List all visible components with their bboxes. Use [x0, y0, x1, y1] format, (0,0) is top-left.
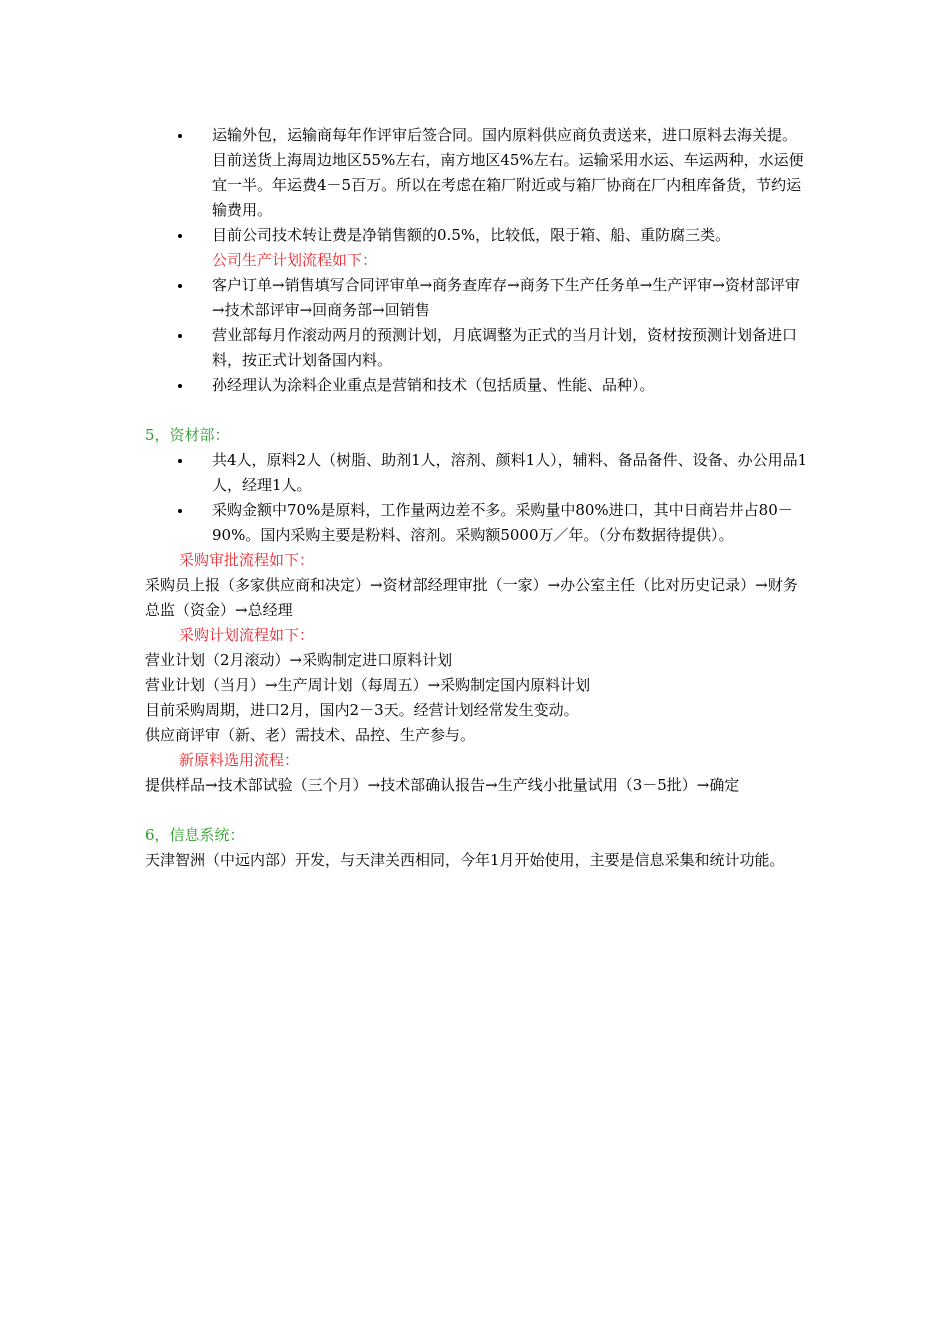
- plan-line: 营业计划（当月）→生产周计划（每周五）→采购制定国内原料计划: [145, 676, 591, 694]
- bullet-icon: [178, 134, 182, 138]
- list-item: [145, 323, 810, 373]
- list-item-text: 营业部每月作滚动两月的预测计划，月底调整为正式的当月计划，资材按预测计划备进口料，按正式计划备国内料。: [212, 326, 798, 369]
- approval-flow-text: 采购员上报（多家供应商和决定）→资材部经理审批（一家）→办公室主任（比对历史记录）→财务总监（资金）→总经理: [145, 576, 798, 619]
- list-item: [145, 223, 810, 248]
- plan-line: 目前采购周期，进口2月，国内2－3天。经营计划经常发生变动。: [145, 701, 579, 719]
- list-item: [145, 498, 810, 548]
- bullet-icon: [178, 284, 182, 288]
- document-page: [145, 123, 810, 873]
- spacer: [145, 798, 810, 823]
- bullet-icon: [178, 234, 182, 238]
- list-item: [145, 273, 810, 323]
- approval-flow-heading: 采购审批流程如下：: [179, 551, 315, 569]
- production-flow-heading: 公司生产计划流程如下：: [212, 251, 378, 269]
- spacer: [145, 398, 810, 423]
- bullet-icon: [178, 334, 182, 338]
- list-item: [145, 448, 810, 498]
- plan-line: 营业计划（2月滚动）→采购制定进口原料计划: [145, 651, 453, 669]
- section-heading-materials: 5，资材部：: [145, 426, 230, 444]
- list-item-text: 目前公司技术转让费是净销售额的0.5%，比较低，限于箱、船、重防腐三类。: [212, 226, 731, 244]
- list-item-text: 运输外包，运输商每年作评审后签合同。国内原料供应商负责送来，进口原料去海关提。目前送货上海周边地区55%左右，南方地区45%左右。运输采用水运、车运两种，水运便宜一半。年运费4－5百万。所以在考虑在箱厂附近或与箱厂协商在厂内租库备货，节约运输费用。: [212, 126, 804, 219]
- section-heading-info-system: 6，信息系统：: [145, 826, 245, 844]
- bullet-list-logistics: [145, 123, 810, 248]
- list-item-text: 采购金额中70%是原料，工作量两边差不多。采购量中80%进口，其中日商岩井占80－90%。国内采购主要是粉料、溶剂。采购额5000万／年。（分布数据待提供）。: [212, 501, 793, 544]
- material-flow-heading: 新原料选用流程：: [179, 751, 300, 769]
- list-item-text: 孙经理认为涂料企业重点是营销和技术（包括质量、性能、品种）。: [212, 376, 655, 394]
- list-item-text: 客户订单→销售填写合同评审单→商务查库存→商务下生产任务单→生产评审→资材部评审→技术部评审→回商务部→回销售: [212, 276, 800, 319]
- material-flow-text: 提供样品→技术部试验（三个月）→技术部确认报告→生产线小批量试用（3－5批）→确定: [145, 776, 740, 794]
- plan-flow-heading: 采购计划流程如下：: [179, 626, 315, 644]
- list-item-text: 共4人，原料2人（树脂、助剂1人，溶剂、颜料1人），辅料、备品备件、设备、办公用品1人，经理1人。: [212, 451, 808, 494]
- info-system-text: 天津智洲（中远内部）开发，与天津关西相同，今年1月开始使用，主要是信息采集和统计功能。: [145, 851, 785, 869]
- bullet-icon: [178, 384, 182, 388]
- bullet-icon: [178, 509, 182, 513]
- list-item: [145, 123, 810, 223]
- bullet-list-production: [145, 273, 810, 398]
- list-item: [145, 373, 810, 398]
- bullet-list-materials: [145, 448, 810, 548]
- plan-line: 供应商评审（新、老）需技术、品控、生产参与。: [145, 726, 476, 744]
- bullet-icon: [178, 459, 182, 463]
